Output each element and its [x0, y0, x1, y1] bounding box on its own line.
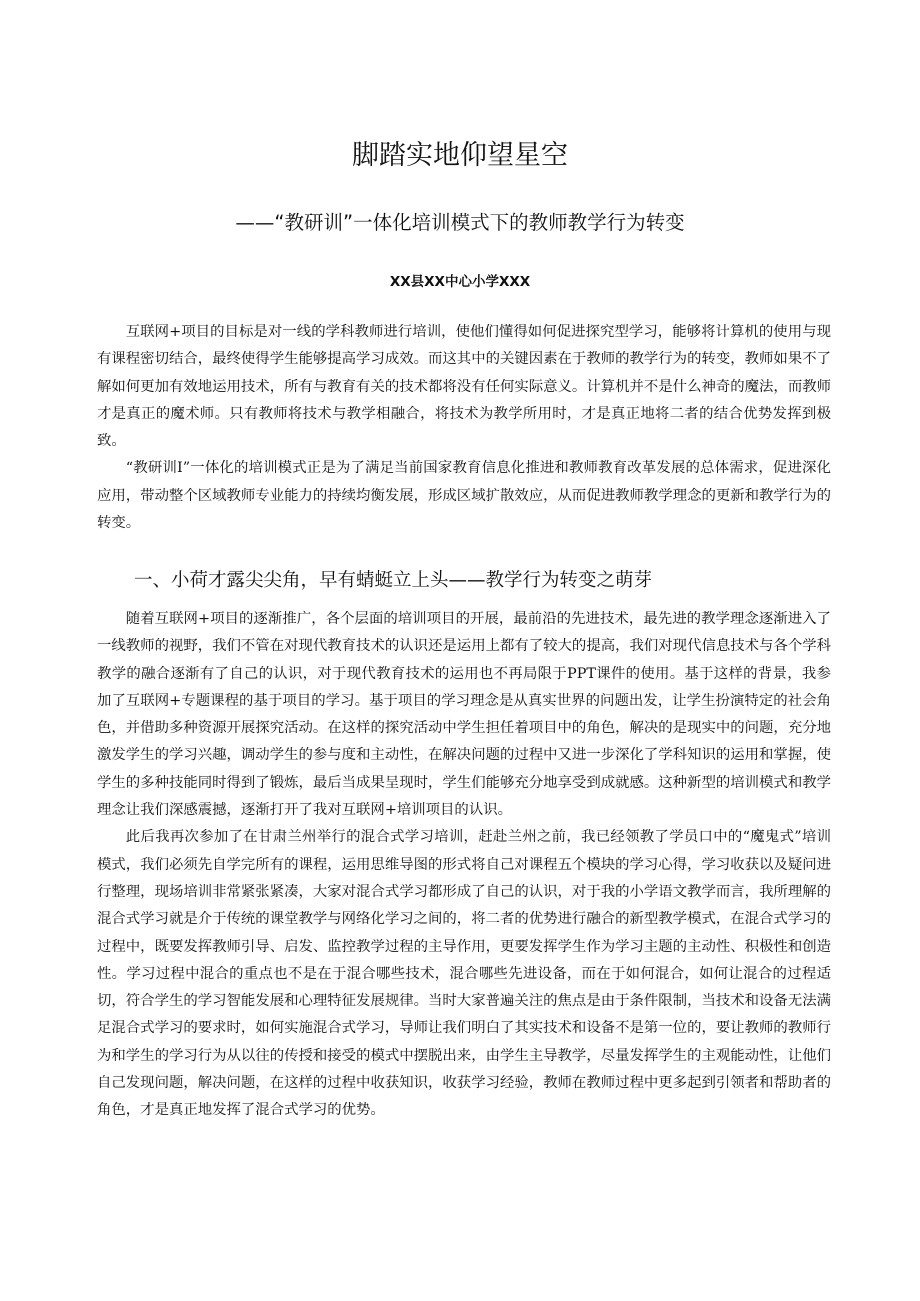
document-title: 脚踏实地仰望星空	[352, 140, 568, 171]
body-paragraph: 随着互联网+项目的逐渐推广，各个层面的培训项目的开展，最前沿的先进技术，最先进的教学理念逐渐进入了一线教师的视野，我们不管在对现代教育技术的认识还是运用上都有了较大的提高，我们对现代信息技术与各个学科教学的融合逐渐有了自己的认识，对于现代教育技术的运用也不再局限于PPT课件的使用。基于这样的背景，我参加了互联网+专题课程的基于项目的学习。基于项目的学习理念是从真实世界的问题出发，让学生扮演特定的社会角色，并借助多种资源开展探究活动。在这样的探究活动中学生担任着项目中的角色，解决的是现实中的问题，充分地激发学生的学习兴趣，调动学生的参与度和主动性，在解决问题的过程中又进一步深化了学科知识的运用和掌握，使学生的多种技能同时得到了锻炼，最后当成果呈现时，学生们能够充分地享受到成就感。这种新型的培训模式和教学理念让我们深感震撼，逐渐打开了我对互联网+培训项目的认识。	[97, 611, 831, 819]
author-line: XX县XX中心小学XXX	[389, 274, 531, 290]
body-paragraph: 互联网+项目的目标是对一线的学科教师进行培训，使他们懂得如何促进探究型学习，能够将计算机的使用与现有课程密切结合，最终使得学生能够提高学习成效。而这其中的关键因素在于教师的教学行为的转变，教师如果不了解如何更加有效地运用技术，所有与教育有关的技术都将没有任何实际意义。计算机并不是什么神奇的魔法，而教师才是真正的魔术师。只有教师将技术与教学相融合，将技术为教学所用时，才是真正地将二者的结合优势发挥到极致。	[97, 324, 831, 450]
intro-section	[97, 319, 831, 537]
section-body	[97, 606, 831, 1125]
section-heading: 一、小荷才露尖尖角，早有蜻蜓立上头——教学行为转变之萌芽	[134, 570, 653, 591]
body-paragraph: “教研训I”一体化的培训模式正是为了满足当前国家教育信息化推进和教师教育改革发展的总体需求，促进深化应用，带动整个区域教师专业能力的持续均衡发展，形成区域扩散效应，从而促进教师教学理念的更新和教学行为的转变。	[97, 460, 831, 532]
document-subtitle: ——“教研训”一体化培训模式下的教师教学行为转变	[235, 211, 685, 234]
body-paragraph: 此后我再次参加了在甘肃兰州举行的混合式学习培训，赶赴兰州之前，我已经领教了学员口中的“魔鬼式”培训模式，我们必须先自学完所有的课程，运用思维导图的形式将自己对课程五个模块的学习心得，学习收获以及疑问进行整理，现场培训非常紧张紧凑，大家对混合式学习都形成了自己的认识，对于我的小学语文教学而言，我所理解的混合式学习就是介于传统的课堂教学与网络化学习之间的，将二者的优势进行融合的新型教学模式，在混合式学习的过程中，既要发挥教师引导、启发、监控教学过程的主导作用，更要发挥学生作为学习主题的主动性、积极性和创造性。学习过程中混合的重点也不是在于混合哪些技术，混合哪些先进设备，而在于如何混合，如何让混合的过程适切，符合学生的学习智能发展和心理特征发展规律。当时大家普遍关注的焦点是由于条件限制，当技术和设备无法满足混合式学习的要求时，如何实施混合式学习，导师让我们明白了其实技术和设备不是第一位的，要让教师的教师行为和学生的学习行为从以往的传授和接受的模式中摆脱出来，由学生主导教学，尽量发挥学生的主观能动性，让他们自己发现问题，解决问题，在这样的过程中收获知识，收获学习经验，教师在教师过程中更多起到引领者和帮助者的角色，才是真正地发挥了混合式学习的优势。	[97, 829, 831, 1119]
